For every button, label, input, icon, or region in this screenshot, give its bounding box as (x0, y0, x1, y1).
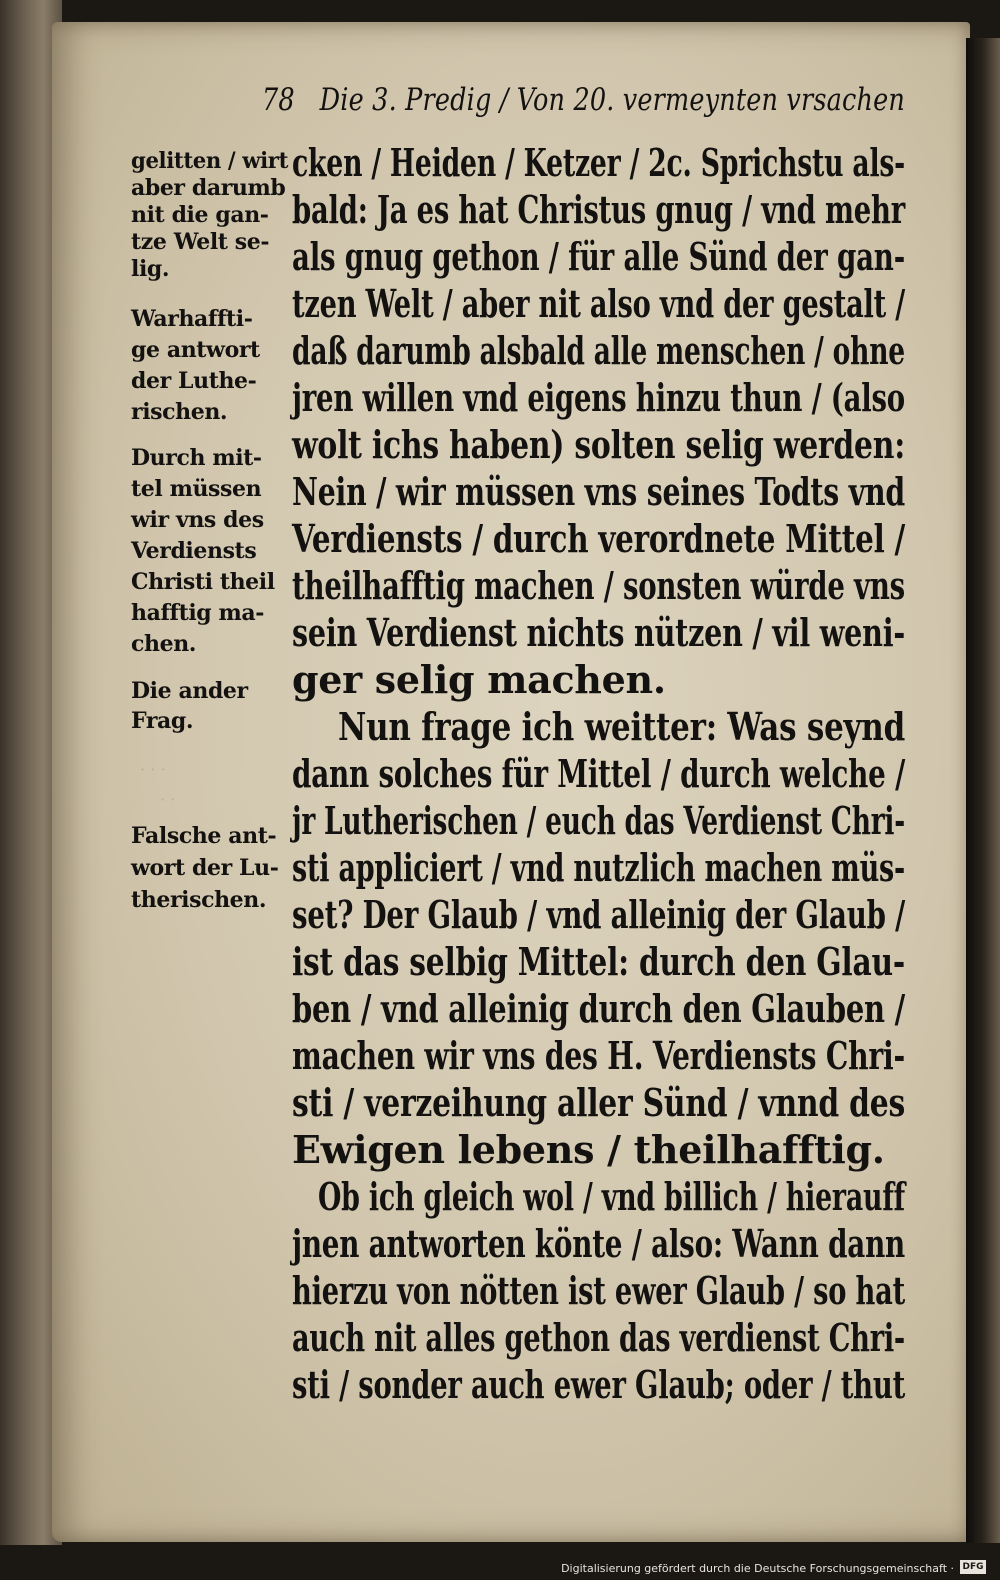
body-line: Nein / wir müssen vns seines Todts vnd (292, 469, 905, 514)
margin-gloss-line: tze Welt se- (131, 229, 270, 255)
margin-gloss-line: wir vns des (131, 507, 264, 533)
body-line: cken / Heiden / Ketzer / 2c. Sprichstu als- (292, 140, 906, 185)
body-line: sein Verdienst nichts nützen / vil weni- (292, 610, 905, 655)
body-line: ben / vnd alleinig durch den Glauben / (292, 986, 906, 1031)
body-line: sti appliciert / vnd nutzlich machen müs- (292, 845, 905, 890)
body-line: sti / verzeihung aller Sünd / vnnd des (292, 1080, 905, 1125)
margin-gloss-line: chen. (131, 631, 197, 657)
margin-gloss-line: Christi theil (131, 569, 275, 595)
margin-gloss-line: hafftig ma- (131, 600, 265, 626)
body-line: sti / sonder auch ewer Glaub; oder / thut (292, 1362, 906, 1407)
margin-gloss-line: Durch mit- (131, 445, 262, 471)
body-line: dann solches für Mittel / durch welche / (292, 751, 906, 796)
margin-gloss-line: Frag. (131, 708, 194, 734)
body-line: als gnug gethon / für alle Sünd der gan- (292, 234, 905, 279)
body-line: bald: Ja es hat Christus gnug / vnd mehr (292, 187, 906, 232)
body-line-paragraph-start: Ob ich gleich wol / vnd billich / hierauff (318, 1174, 905, 1219)
body-line: wolt ichs haben) solten selig werden: (292, 422, 905, 467)
body-line: hierzu von nötten ist ewer Glaub / so hat (292, 1268, 905, 1313)
body-line: jnen antworten könte / also: Wann dann (292, 1221, 906, 1266)
body-line: ger selig machen. (292, 657, 666, 702)
margin-gloss-line: der Luthe- (131, 368, 257, 394)
bleed-through-mark: · · · (140, 760, 166, 779)
body-line: tzen Welt / aber nit also vnd der gestalt / (292, 281, 906, 326)
body-line: Verdiensts / durch verordnete Mittel / (292, 516, 906, 561)
margin-gloss-line: aber darumb (131, 175, 286, 201)
body-line-paragraph-start: Nun frage ich weitter: Was seynd (338, 704, 906, 749)
body-line: ist das selbig Mittel: durch den Glau- (292, 939, 905, 984)
margin-gloss-line: nit die gan- (131, 202, 269, 228)
margin-gloss-line: ge antwort (131, 337, 260, 363)
margin-gloss-line: lig. (131, 256, 170, 282)
running-title: Die 3. Predig / Von 20. vermeynten vrsachen (319, 82, 905, 118)
page-number: 78 (262, 82, 295, 118)
margin-gloss-line: Die ander (131, 678, 248, 704)
margin-gloss-line: wort der Lu- (131, 855, 279, 881)
margin-gloss-line: rischen. (131, 399, 228, 425)
bleed-through-mark: · · (160, 790, 176, 809)
body-line: machen wir vns des H. Verdiensts Chri- (292, 1033, 906, 1078)
body-line: set? Der Glaub / vnd alleinig der Glaub / (292, 892, 905, 937)
margin-gloss-line: gelitten / wirt (131, 148, 288, 174)
body-line: auch nit alles gethon das verdienst Chri- (292, 1315, 906, 1360)
body-line: theilhafftig machen / sonsten würde vns (292, 563, 905, 608)
digitization-credit: Digitalisierung gefördert durch die Deutsche Forschungsgemeinschaft · (561, 1562, 954, 1575)
body-line: daß darumb alsbald alle menschen / ohne (292, 328, 905, 373)
book-right-edge (966, 38, 1000, 1543)
dfg-logo: DFG (960, 1560, 986, 1574)
margin-gloss-line: tel müssen (131, 476, 262, 502)
margin-gloss-line: Verdiensts (131, 538, 257, 564)
body-line: Ewigen lebens / theilhafftig. (292, 1127, 885, 1172)
margin-gloss-line: therischen. (131, 887, 267, 913)
margin-gloss-line: Warhaffti- (131, 306, 253, 332)
body-line: jr Lutherischen / euch das Verdienst Chri- (292, 798, 906, 843)
margin-gloss-line: Falsche ant- (131, 823, 277, 849)
running-head (262, 82, 905, 118)
body-line: jren willen vnd eigens hinzu thun / (also (292, 375, 905, 420)
